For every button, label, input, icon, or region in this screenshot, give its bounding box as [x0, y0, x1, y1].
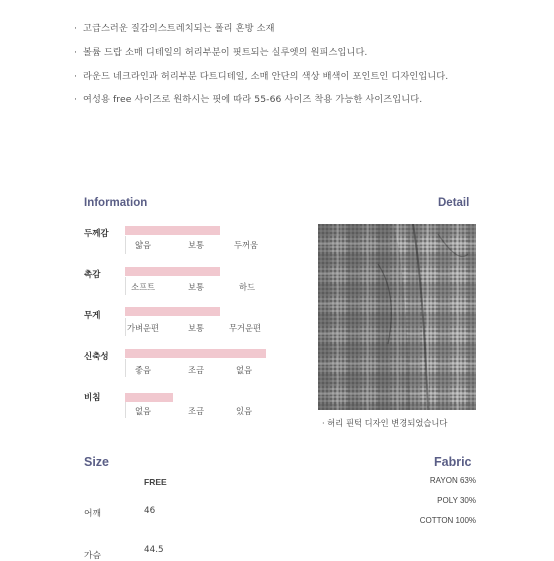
info-option: 보통	[188, 282, 205, 292]
info-option: 보통	[188, 323, 205, 333]
info-label-texture: 촉감	[84, 270, 101, 280]
info-option: 소프트	[131, 282, 156, 292]
bullet-icon: ·	[322, 418, 325, 428]
detail-photo	[318, 224, 476, 410]
info-option: 얇음	[135, 240, 152, 250]
info-label-stretch: 신축성	[84, 352, 109, 362]
info-bar-texture	[125, 267, 220, 276]
info-option: 있음	[236, 406, 253, 416]
info-option: 하드	[239, 282, 256, 292]
info-label-sheerness: 비침	[84, 393, 101, 403]
feature-item: · 고급스러운 질감의스트레치되는 폴리 혼방 소재	[74, 23, 275, 34]
feature-item: · 라운드 네크라인과 허리부분 다트디테일, 소매 안단의 색상 배색이 포인트인 디자인입니다.	[74, 71, 449, 82]
info-label-thickness: 두께감	[84, 229, 109, 239]
info-bar-thickness	[125, 226, 220, 235]
info-bar-weight	[125, 307, 220, 316]
detail-caption: · 허리 핀턱 디자인 변경되었습니다	[322, 418, 448, 428]
info-option: 없음	[135, 406, 152, 416]
divider	[125, 277, 126, 295]
fabric-line: COTTON 100%	[419, 516, 476, 525]
info-option: 조금	[188, 365, 205, 375]
info-option: 없음	[236, 365, 253, 375]
size-value-chest: 44.5	[144, 545, 164, 555]
fabric-line: POLY 30%	[437, 496, 476, 505]
feature-item: · 볼륨 드랍 소매 디테일의 허리부분이 핏트되는 실루엣의 원피스입니다.	[74, 47, 368, 58]
divider	[125, 318, 126, 336]
feature-item: · 여성용 free 사이즈로 원하시는 핏에 따라 55-66 사이즈 착용 가능한 사이즈입니다.	[74, 94, 423, 105]
fabric-line: RAYON 63%	[429, 476, 476, 485]
info-option: 가벼운편	[127, 323, 160, 333]
glen-check-pattern	[318, 224, 476, 410]
size-title: Size	[84, 455, 110, 469]
info-option: 무거운편	[229, 323, 262, 333]
size-label-chest: 가슴	[84, 551, 101, 561]
size-value-shoulder: 46	[144, 506, 156, 516]
divider	[125, 236, 126, 254]
divider	[125, 359, 126, 377]
info-label-weight: 무게	[84, 311, 101, 321]
size-label-shoulder: 어깨	[84, 509, 101, 519]
info-option: 보통	[188, 240, 205, 250]
information-title: Information	[84, 197, 148, 209]
info-option: 좋음	[135, 365, 152, 375]
info-option: 두꺼움	[234, 240, 259, 250]
info-bar-stretch	[125, 349, 266, 358]
size-column-header: FREE	[144, 477, 167, 487]
divider	[125, 400, 126, 418]
info-bar-sheerness	[125, 393, 173, 402]
fabric-title: Fabric	[434, 455, 472, 469]
info-option: 조금	[188, 406, 205, 416]
detail-title: Detail	[438, 197, 470, 209]
